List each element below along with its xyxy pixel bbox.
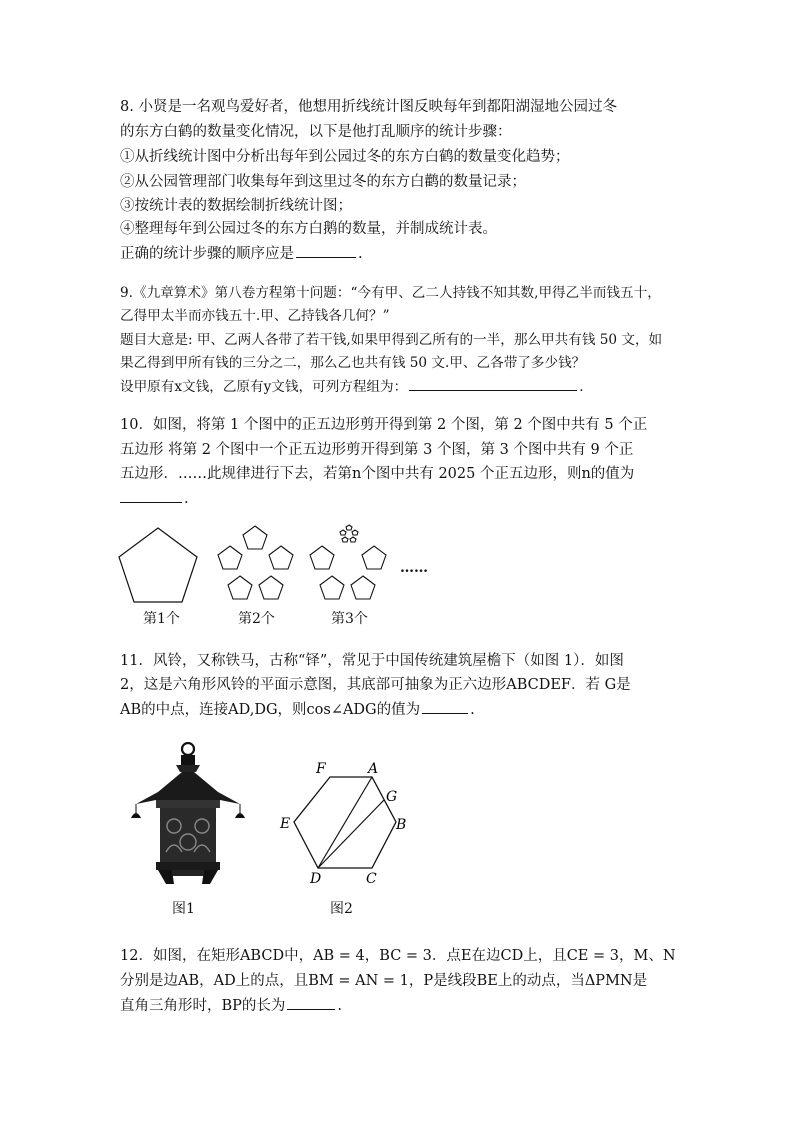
q9-line-4: 果乙得到甲所有钱的三分之二，那么乙也共有钱 50 文.甲、乙各带了多少钱？ [120,355,586,371]
q10-line-1: 10．如图，将第 1 个图中的正五边形剪开得到第 2 个图，第 2 个图中共有 5 个正 [120,417,648,433]
q8-step-1: ①从折线统计图中分析出每年到公园过冬的东方白鹤的数量变化趋势； [120,149,570,165]
q9-answer-blank[interactable] [409,376,577,391]
q12-answer-blank[interactable] [287,995,335,1010]
q9-answer-prefix: 设甲原有x文钱，乙原有y文钱，可列方程组为： [120,379,408,395]
q8-line-2: 的东方白鹤的数量变化情况，以下是他打乱顺序的统计步骤： [120,124,512,140]
q11-line-3: AB的中点，连接AD,DG，则cos∠ADG的值为 . [120,699,475,720]
vertex-label-b: B [396,817,407,833]
q11-line-1: 11．风铃，又称铁马，古称“铎”，常见于中国传统建筑屋檐下（如图 1）．如图 [120,653,624,669]
q8-answer-blank[interactable] [296,243,356,258]
q12-line-3: 直角三角形时，BP的长为 . [120,995,342,1016]
q10-caption-2: 第2个 [238,611,275,627]
q8-answer-line: 正确的统计步骤的顺序应是 . [120,243,363,264]
q9-answer-line: 设甲原有x文钱，乙原有y文钱，可列方程组为： . [120,376,584,397]
q8-step-3: ③按统计表的数据绘制折线统计图； [120,198,352,214]
q10-answer-line: . [120,488,189,509]
vertex-label-c: C [366,871,377,887]
vertex-label-g: G [386,789,398,805]
q11-line-3-text: AB的中点，连接AD,DG，则cos∠ADG的值为 [120,702,421,718]
q8-line-1: 8. 小贤是一名观鸟爱好者，他想用折线统计图反映每年到都阳湖湿地公园过冬 [120,99,617,115]
q10-line-2: 五边形 将第 2 个图中一个正五边形剪开得到第 3 个图，第 3 个图中共有 9 个正 [120,442,634,458]
q11-answer-blank[interactable] [422,699,468,714]
q12-line-3-text: 直角三角形时，BP的长为 [120,998,286,1014]
q10-answer-blank[interactable] [120,488,182,503]
q8-answer-prefix: 正确的统计步骤的顺序应是 [120,246,294,262]
wind-chime-illustration [122,742,254,890]
q9-line-3: 题目大意是: 甲、乙两人各带了若干钱,如果甲得到乙所有的一半，那么甲共有钱 50 文，如 [120,332,663,348]
q9-line-2: 乙得甲太半而亦钱五十.甲、乙持钱各几何？” [120,308,390,324]
pentagon-large [119,528,197,602]
vertex-label-e: E [280,816,291,832]
q12-line-2: 分别是边AB，AD上的点，且BM = AN = 1，P是线段BE上的动点，当ΔPMN是 [120,973,648,989]
q10-caption-3: 第3个 [331,611,368,627]
q10-caption-1: 第1个 [143,611,180,627]
q8-step-4: ④整理每年到公园过冬的东方白鹅的数量，并制成统计表。 [120,221,497,237]
vertex-label-d: D [310,871,322,887]
q10-ellipsis: …… [400,560,428,576]
vertex-label-a: A [368,761,379,777]
q10-line-3: 五边形．……此规律进行下去，若第n个图中共有 2025 个正五边形，则n的值为 [120,466,635,482]
vertex-label-f: F [316,761,326,777]
q11-hexagon-figure [272,755,422,890]
q11-fig2-caption: 图2 [330,901,353,917]
q12-line-1: 12．如图，在矩形ABCD中，AB = 4，BC = 3．点E在边CD上，且CE = 3，M、N [120,948,676,964]
q11-line-2: 2，这是六角形风铃的平面示意图，其底部可抽象为正六边形ABCDEF．若 G是 [120,677,631,693]
pentagon-group-3 [310,525,386,599]
q8-step-2: ②从公园管理部门收集每年到这里过冬的东方白鹳的数量记录； [120,174,526,190]
pentagon-group-2 [218,526,293,599]
q9-line-1: 9.《九章算术》第八卷方程第十问题：“今有甲、乙二人持钱不知其数,甲得乙半而钱五十， [120,285,661,301]
q11-fig1-caption: 图1 [172,901,195,917]
